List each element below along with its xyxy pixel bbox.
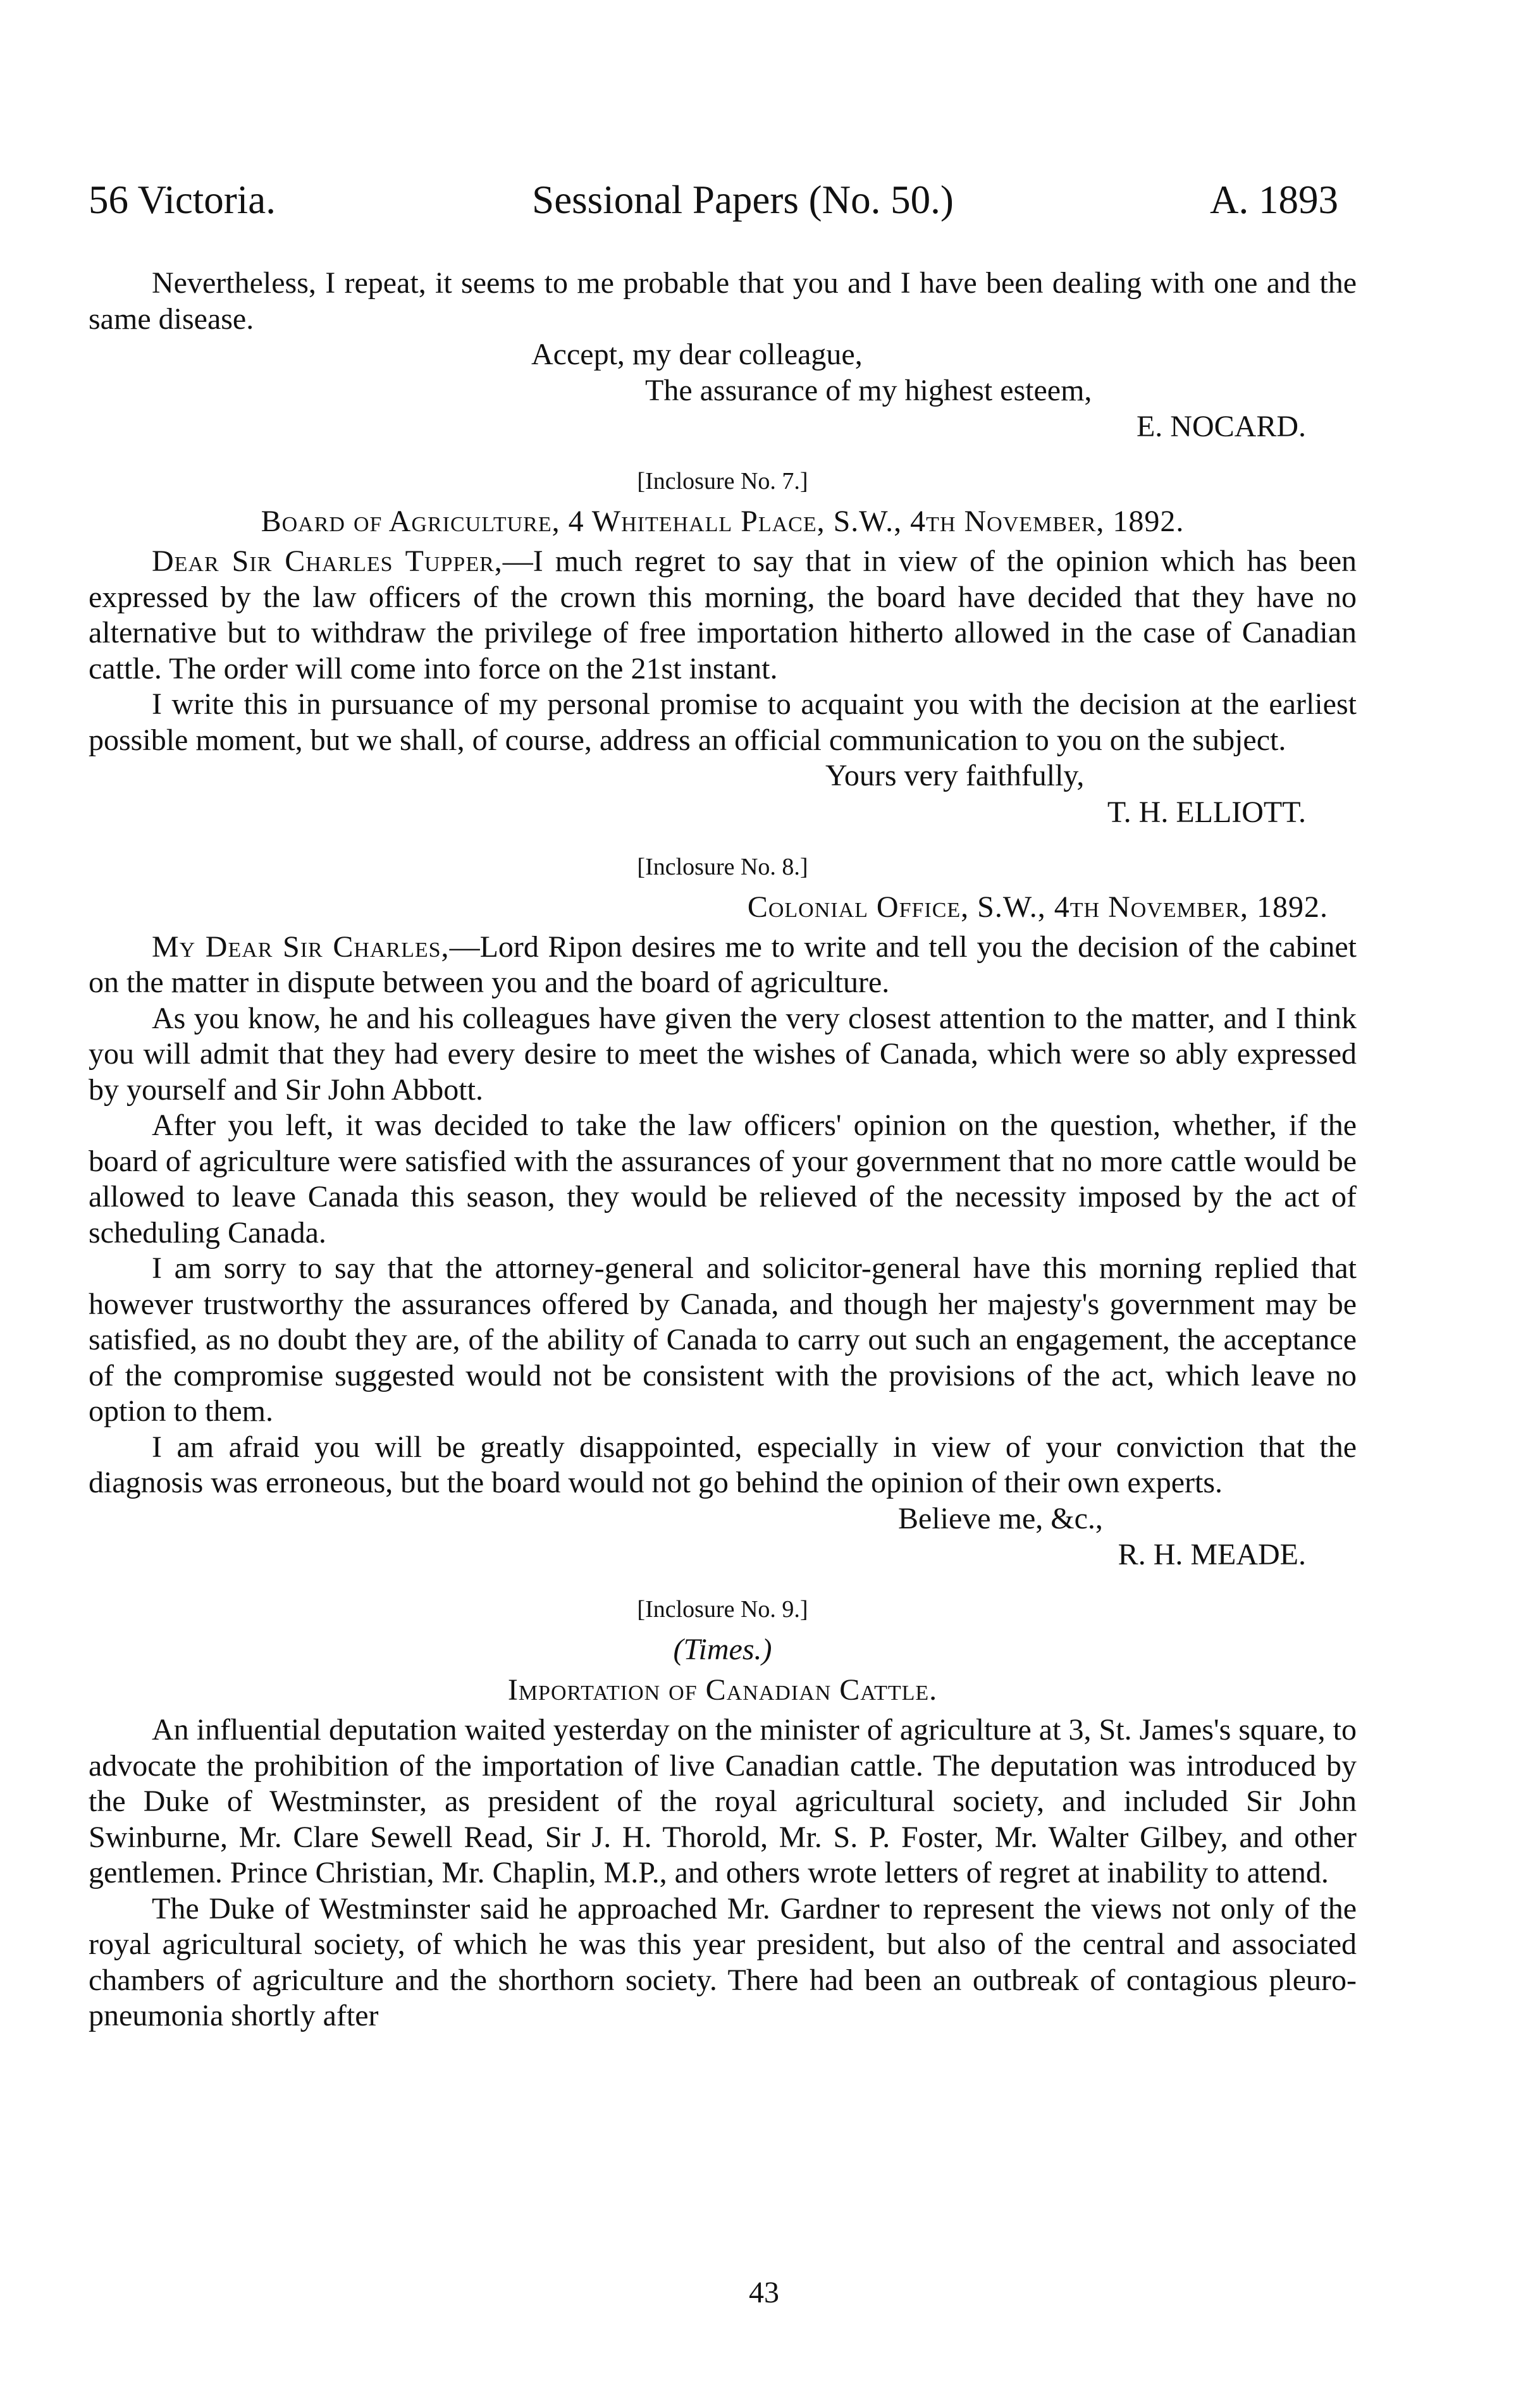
inclosure-8-address: Colonial Office, S.W., 4th November, 1892. [747,890,1328,924]
page-header [89,180,1338,220]
inclosure-7-paragraph-1 [89,544,1357,687]
inclosure-8-paragraph-1 [89,930,1357,1001]
nocard-closing-1: Accept, my dear colleague, [531,338,863,371]
inclosure-7-para-1-text: —I much regret to say that in view of the opinion which has been expressed by the law officers of the crown this morning, the board have decided that they have no alternative but to withdraw the privilege of free importation hitherto allowed in the case of Canadian cattle. The order will come into force on the 21st instant. [89,544,1357,685]
inclosure-8-closing: Believe me, &c., [898,1501,1103,1535]
body-text [89,266,1357,2034]
nocard-closing-2: The assurance of my highest esteem, [645,373,1092,407]
inclosure-8-paragraph-3: After you left, it was decided to take the law officers' opinion on the question, whether, if the board of agriculture were satisfied with the assurances of your government that no more cattle would be allowed to leave Canada this season, they would be relieved of the necessity imposed by the act of scheduling Canada. [89,1109,1357,1250]
inclosure-7-closing: Yours very faithfully, [825,759,1085,792]
nocard-signature: E. NOCARD. [1136,410,1306,443]
inclosure-8-para-1-text: —Lord Ripon desires me to write and tell you the decision of the cabinet on the matter in dispute between you and the board of agriculture. [89,930,1357,999]
page-number: 43 [749,2276,779,2309]
inclosure-7-signature: T. H. ELLIOTT. [1107,795,1306,829]
inclosure-7-address: Board of Agriculture, 4 Whitehall Place, S.W., 4th November, 1892. [261,505,1185,538]
inclosure-8-signature: R. H. MEADE. [1118,1538,1306,1571]
inclosure-8-paragraph-4: I am sorry to say that the attorney-general and solicitor-general have this morning replied that however trustworthy the assurances offered by Canada, and though her majesty's government may be satisfied, as no doubt they are, of the ability of Canada to carry out such an engagement, the acceptance of the compromise suggested would not be consistent with the provisions of the act, which leave no option to them. [89,1251,1357,1428]
inclosure-7-paragraph-2: I write this in pursuance of my personal promise to acquaint you with the decision at the earliest possible moment, but we shall, of course, address an official communication to you on the subject. [89,687,1357,757]
header-right: A. 1893 [1209,178,1338,222]
inclosure-9-source: (Times.) [673,1633,772,1666]
inclosure-9-paragraph-2: The Duke of Westminster said he approached Mr. Gardner to represent the views not only of the royal agricultural society, of which he was this year president, but also of the central and associated chambers of agriculture and the shorthorn society. There had been an outbreak of contagious pleuro-pneumonia shortly after [89,1891,1357,2032]
inclosure-7-label: [Inclosure No. 7.] [637,468,808,494]
inclosure-8-salutation: My Dear Sir Charles, [152,930,450,964]
header-title: Sessional Papers (No. 50.) [532,178,954,222]
header-left: 56 Victoria. [89,178,276,222]
inclosure-9-heading: Importation of Canadian Cattle. [507,1673,938,1707]
inclosure-7-salutation: Dear Sir Charles Tupper, [152,544,503,578]
inclosure-9-paragraph-1: An influential deputation waited yesterday on the minister of agriculture at 3, St. James's square, to advocate the prohibition of the importation of live Canadian cattle. The deputation was introduced by the Duke of Westminster, as president of the royal agricultural society, and included Sir John Swinburne, Mr. Clare Sewell Read, Sir J. H. Thorold, Mr. S. P. Foster, Mr. Walter Gilbey, and other gentlemen. Prince Christian, Mr. Chaplin, M.P., and others wrote letters of regret at inability to attend. [89,1713,1357,1889]
inclosure-8-paragraph-2: As you know, he and his colleagues have given the very closest attention to the matter, and I think you will admit that they had every desire to meet the wishes of Canada, which were so ably expressed by yourself and Sir John Abbott. [89,1001,1357,1107]
nocard-paragraph: Nevertheless, I repeat, it seems to me probable that you and I have been dealing with one and the same disease. [89,266,1357,336]
inclosure-8-paragraph-5: I am afraid you will be greatly disappointed, especially in view of your conviction that the diagnosis was erroneous, but the board would not go behind the opinion of their own experts. [89,1430,1357,1499]
inclosure-9-label: [Inclosure No. 9.] [637,1596,808,1623]
inclosure-8-label: [Inclosure No. 8.] [637,853,808,880]
